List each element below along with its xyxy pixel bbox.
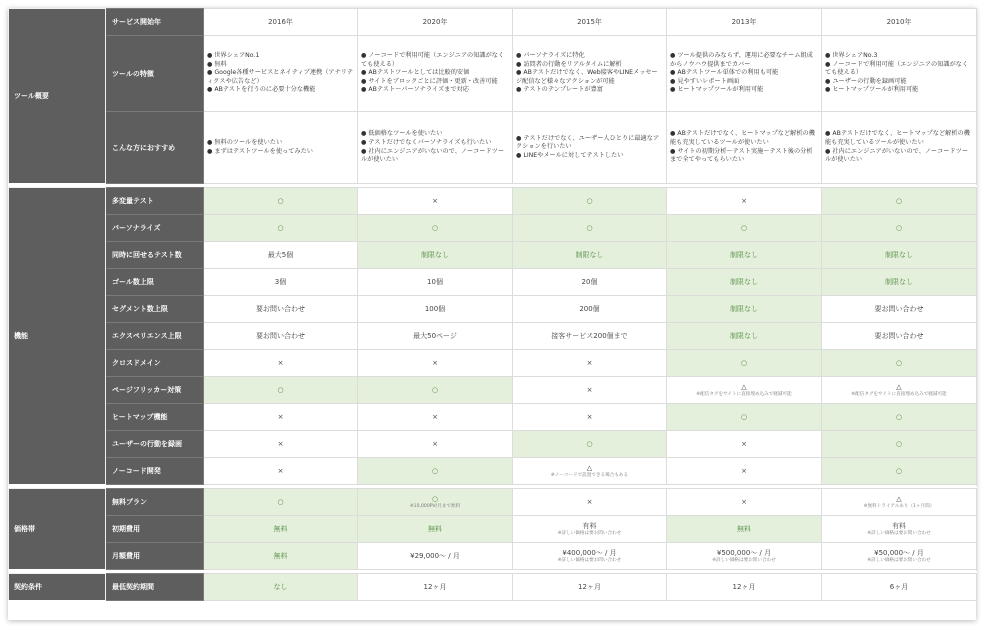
cell-value: 無料 xyxy=(273,524,288,533)
cell-value: 無料 xyxy=(737,524,751,533)
cell-value: 要お問い合わせ xyxy=(874,331,924,340)
table-cell xyxy=(204,269,358,296)
table-cell xyxy=(358,350,513,377)
table-cell xyxy=(667,112,822,184)
cell-value: ● ABテストだけでなく、ヒートマップなど解析の機能も充実しているツールが使いたい ● サイトの初期分析〜テスト実施〜テスト後の分析まで全てやってもらいたい xyxy=(670,130,815,164)
cell-value: ○ xyxy=(586,196,593,205)
table-cell xyxy=(358,242,513,269)
table-cell xyxy=(513,404,667,431)
cell-value: × xyxy=(277,439,284,448)
cell-note: ※ノーコードで設置できる場合もある xyxy=(550,472,629,478)
ab-test-tool-comparison-table xyxy=(8,8,977,602)
table-cell xyxy=(204,215,358,242)
table-cell xyxy=(667,269,822,296)
table-cell xyxy=(513,215,667,242)
cell-note: ※詳しい価格は要お問い合わせ xyxy=(867,557,931,563)
cell-value: △ xyxy=(896,494,902,503)
cell-value: 6ヶ月 xyxy=(889,582,909,591)
table-cell xyxy=(667,404,822,431)
cell-value: △ xyxy=(896,382,902,391)
table-cell xyxy=(204,543,358,570)
table-cell xyxy=(358,489,513,516)
cell-value: ● テストだけでなく、ユーザー人ひとりに最適なアクションを行いたい ● LINEやメールに対してテストしたい xyxy=(516,134,660,159)
cell-value: 最大5個 xyxy=(267,250,294,259)
row-label: 多変量テスト xyxy=(106,188,204,215)
cell-value: △ xyxy=(586,463,593,472)
cell-value: 無料 xyxy=(273,551,288,560)
table-cell xyxy=(822,350,977,377)
row-label: ツールの特徴 xyxy=(106,36,204,112)
table-row xyxy=(9,543,977,570)
table-cell xyxy=(358,9,513,36)
section-label: 価格帯 xyxy=(9,489,106,570)
table-cell xyxy=(204,350,358,377)
cell-value: ● 世界シェアNo.1 ● 無料 ● Google各種サービスとネイティブ連携（アナリティクスや広告など） ● ABテストを行うのに必要十分な機能 xyxy=(207,52,354,94)
cell-value: 有料 xyxy=(892,521,906,530)
table-cell xyxy=(822,296,977,323)
cell-value: ● ノーコードで利用可能（エンジニアの知識がなくても使える） ● ABテストツールとしては比較的安価 ● サイトをブロックごとに評価・更新・改善可能 ● ABテスト〜パーソナライズまで対応 xyxy=(361,52,505,94)
cell-value: × xyxy=(586,358,593,367)
cell-value: 20個 xyxy=(581,277,598,286)
section-label: ツール概要 xyxy=(9,9,106,184)
cell-value: ○ xyxy=(740,412,748,421)
table-row xyxy=(9,9,977,36)
table-row xyxy=(9,188,977,215)
table-row xyxy=(9,269,977,296)
table-cell xyxy=(667,458,822,485)
cell-value: ● パーソナライズに特化 ● 訪問者の行動をリアルタイムに解析 ● ABテストだけでなく、Web接客やLINEメッセージ配信など様々なアクションが可能 ● テストのテンプレートが豊富 xyxy=(516,52,658,94)
cell-value: ○ xyxy=(740,223,748,232)
cell-value: ○ xyxy=(895,412,903,421)
table-cell xyxy=(513,242,667,269)
table-cell xyxy=(204,112,358,184)
table-cell xyxy=(667,377,822,404)
table-cell xyxy=(204,188,358,215)
table-cell xyxy=(822,458,977,485)
table-cell xyxy=(204,323,358,350)
table-cell xyxy=(667,516,822,543)
table-row xyxy=(9,323,977,350)
table-cell xyxy=(667,489,822,516)
row-label: ゴール数上限 xyxy=(106,269,204,296)
table-row xyxy=(9,242,977,269)
row-label: セグメント数上限 xyxy=(106,296,204,323)
table-cell xyxy=(822,377,977,404)
table-cell xyxy=(358,543,513,570)
table-cell xyxy=(358,377,513,404)
row-label: サービス開始年 xyxy=(106,9,204,36)
table-cell xyxy=(513,458,667,485)
cell-value: ○ xyxy=(895,223,903,232)
table-cell xyxy=(358,516,513,543)
cell-note: ※詳しい価格は要お問い合わせ xyxy=(712,557,776,563)
table-cell xyxy=(204,516,358,543)
cell-note: ※詳しい価格は要お問い合わせ xyxy=(557,557,622,563)
table-cell xyxy=(204,242,358,269)
cell-value: ¥400,000〜 / 月 xyxy=(562,548,617,557)
table-cell xyxy=(513,350,667,377)
cell-value: ○ xyxy=(586,439,593,448)
cell-value: 10個 xyxy=(427,277,443,286)
cell-value: 2015年 xyxy=(577,17,602,26)
cell-value: ○ xyxy=(431,494,439,503)
table-cell xyxy=(822,188,977,215)
table-cell xyxy=(358,323,513,350)
table-cell xyxy=(204,9,358,36)
cell-value: 要お問い合わせ xyxy=(874,304,924,313)
table-cell xyxy=(822,36,977,112)
table-cell xyxy=(822,543,977,570)
table-cell xyxy=(358,458,513,485)
table-cell xyxy=(204,36,358,112)
cell-note: ※詳しい価格は要お問い合わせ xyxy=(867,530,931,536)
comparison-table-container xyxy=(8,8,976,620)
cell-value: 12ヶ月 xyxy=(423,582,447,591)
table-row xyxy=(9,36,977,112)
row-label: 最低契約期間 xyxy=(106,574,204,601)
cell-value: 接客サービス200個まで xyxy=(551,331,628,340)
table-cell xyxy=(204,489,358,516)
table-cell xyxy=(358,215,513,242)
table-cell xyxy=(204,296,358,323)
table-cell xyxy=(822,431,977,458)
table-cell xyxy=(358,431,513,458)
cell-value: × xyxy=(741,196,747,205)
table-cell xyxy=(358,188,513,215)
cell-value: 12ヶ月 xyxy=(732,582,756,591)
table-cell xyxy=(822,404,977,431)
cell-value: 3個 xyxy=(274,277,287,286)
table-cell xyxy=(667,215,822,242)
cell-value: × xyxy=(586,385,593,394)
table-cell xyxy=(822,269,977,296)
cell-value: ● ABテストだけでなく、ヒートマップなど解析の機能も充実しているツールが使いたい ● 社内にエンジニアがいないので、ノーコードツールが使いたい xyxy=(825,130,970,164)
cell-value: 2013年 xyxy=(731,17,757,26)
table-row xyxy=(9,215,977,242)
table-row xyxy=(9,377,977,404)
table-cell xyxy=(204,458,358,485)
table-cell xyxy=(667,323,822,350)
table-row xyxy=(9,516,977,543)
row-label: 無料プラン xyxy=(106,489,204,516)
cell-value: ○ xyxy=(895,358,903,367)
cell-value: 制限なし xyxy=(885,277,913,286)
table-row xyxy=(9,404,977,431)
cell-value: ○ xyxy=(895,196,903,205)
cell-value: 制限なし xyxy=(575,250,604,259)
table-cell xyxy=(513,296,667,323)
cell-value: × xyxy=(277,358,284,367)
table-row xyxy=(9,296,977,323)
table-row xyxy=(9,350,977,377)
cell-value: × xyxy=(741,497,747,506)
cell-value: 制限なし xyxy=(730,331,758,340)
cell-value: 2016年 xyxy=(268,17,293,26)
table-cell xyxy=(513,574,667,601)
cell-value: ○ xyxy=(586,223,593,232)
row-label: 同時に回せるテスト数 xyxy=(106,242,204,269)
table-cell xyxy=(513,188,667,215)
cell-value: ○ xyxy=(431,466,439,475)
table-cell xyxy=(822,574,977,601)
table-cell xyxy=(358,404,513,431)
table-cell xyxy=(358,574,513,601)
cell-value: △ xyxy=(741,382,747,391)
cell-value: なし xyxy=(273,582,288,591)
cell-value: 100個 xyxy=(424,304,446,313)
cell-value: 無料 xyxy=(428,524,442,533)
cell-value: ○ xyxy=(895,466,903,475)
cell-value: 2020年 xyxy=(422,17,448,26)
table-cell xyxy=(513,36,667,112)
table-cell xyxy=(667,36,822,112)
cell-value: × xyxy=(277,412,284,421)
table-cell xyxy=(667,574,822,601)
cell-value: 2010年 xyxy=(886,17,912,26)
cell-note: ※10,000PV/月まで無料 xyxy=(409,503,461,509)
table-cell xyxy=(667,431,822,458)
row-label: 月額費用 xyxy=(106,543,204,570)
table-cell xyxy=(667,242,822,269)
cell-value: ○ xyxy=(895,439,903,448)
cell-note: ※詳しい価格は要お問い合わせ xyxy=(557,530,622,536)
table-cell xyxy=(667,188,822,215)
cell-value: ○ xyxy=(431,223,439,232)
table-cell xyxy=(204,404,358,431)
cell-value: 制限なし xyxy=(730,277,758,286)
table-cell xyxy=(822,112,977,184)
table-cell xyxy=(513,323,667,350)
cell-note: ※配信タグをサイトに直接埋め込みで軽減可能 xyxy=(851,391,947,397)
section-label: 機能 xyxy=(9,188,106,485)
cell-value: ○ xyxy=(431,385,439,394)
cell-value: × xyxy=(741,466,747,475)
cell-value: × xyxy=(586,497,593,506)
table-cell xyxy=(513,431,667,458)
cell-value: × xyxy=(432,412,438,421)
table-cell xyxy=(822,9,977,36)
table-cell xyxy=(513,9,667,36)
cell-value: ● ツール提供のみならず、運用に必要なチーム組成からノウハウ提供までカバー ● ABテストツール単体での利用も可能 ● 見やすいレポート画面 ● ヒートマップツールが利用可能 xyxy=(670,52,813,94)
cell-value: ¥50,000〜 / 月 xyxy=(874,548,924,557)
table-cell xyxy=(822,516,977,543)
table-row xyxy=(9,431,977,458)
cell-value: 制限なし xyxy=(421,250,449,259)
cell-value: ● 無料のツールを使いたい ● まずはテストツールを使ってみたい xyxy=(207,138,313,155)
table-cell xyxy=(513,516,667,543)
cell-value: × xyxy=(432,439,438,448)
cell-value: ○ xyxy=(277,196,284,205)
cell-value: ● 低価格なツールを使いたい ● テストだけでなくパーソナライズも行いたい ● 社内にエンジニアがいないので、ノーコードツールが使いたい xyxy=(361,130,505,164)
table-cell xyxy=(513,269,667,296)
table-cell xyxy=(822,242,977,269)
row-label: 初期費用 xyxy=(106,516,204,543)
table-cell xyxy=(358,296,513,323)
row-label: ノーコード開発 xyxy=(106,458,204,485)
row-label: ヒートマップ機能 xyxy=(106,404,204,431)
cell-value: ○ xyxy=(277,497,284,506)
table-cell xyxy=(513,377,667,404)
cell-value: × xyxy=(432,358,438,367)
table-row xyxy=(9,458,977,485)
table-cell xyxy=(513,112,667,184)
table-cell xyxy=(513,543,667,570)
table-cell xyxy=(513,489,667,516)
cell-value: × xyxy=(741,439,747,448)
cell-value: ¥500,000〜 / 月 xyxy=(716,548,772,557)
table-cell xyxy=(667,9,822,36)
table-cell xyxy=(822,215,977,242)
row-label: クロスドメイン xyxy=(106,350,204,377)
cell-note: ※無料トライアルあり（1ヶ月間） xyxy=(863,503,935,509)
cell-value: × xyxy=(432,196,438,205)
row-label: エクスペリエンス上限 xyxy=(106,323,204,350)
table-cell xyxy=(822,489,977,516)
table-cell xyxy=(358,36,513,112)
table-cell xyxy=(667,543,822,570)
table-cell xyxy=(204,431,358,458)
table-cell xyxy=(667,296,822,323)
table-cell xyxy=(667,350,822,377)
row-label: ユーザーの行動を録画 xyxy=(106,431,204,458)
cell-value: 200個 xyxy=(579,304,600,313)
cell-value: 制限なし xyxy=(730,250,758,259)
cell-value: 12ヶ月 xyxy=(578,582,601,591)
table-cell xyxy=(204,377,358,404)
cell-value: ○ xyxy=(740,358,748,367)
row-label: ページフリッカー対策 xyxy=(106,377,204,404)
cell-value: ○ xyxy=(277,223,284,232)
cell-value: 制限なし xyxy=(885,250,913,259)
table-row xyxy=(9,489,977,516)
table-cell xyxy=(358,112,513,184)
cell-value: 最大50ページ xyxy=(413,331,457,340)
table-cell xyxy=(822,323,977,350)
cell-value: ¥29,000〜 / 月 xyxy=(410,551,460,560)
table-row xyxy=(9,574,977,601)
cell-note: ※配信タグをサイトに直接埋め込みで軽減可能 xyxy=(696,391,792,397)
cell-value: 有料 xyxy=(582,521,597,530)
cell-value: × xyxy=(277,466,284,475)
cell-value: 要お問い合わせ xyxy=(256,304,305,313)
row-label: パーソナライズ xyxy=(106,215,204,242)
cell-value: ● 世界シェアNo.3 ● ノーコードで利用可能（エンジニアの知識がなくても使える） ● ユーザーの行動を録画可能 ● ヒートマップツールが利用可能 xyxy=(825,52,969,94)
cell-value: × xyxy=(586,412,593,421)
cell-value: ○ xyxy=(277,385,284,394)
cell-value: 制限なし xyxy=(730,304,758,313)
row-label: こんな方におすすめ xyxy=(106,112,204,184)
table-cell xyxy=(204,574,358,601)
cell-value: 要お問い合わせ xyxy=(256,331,305,340)
table-row xyxy=(9,112,977,184)
section-label: 契約条件 xyxy=(9,574,106,601)
table-cell xyxy=(358,269,513,296)
